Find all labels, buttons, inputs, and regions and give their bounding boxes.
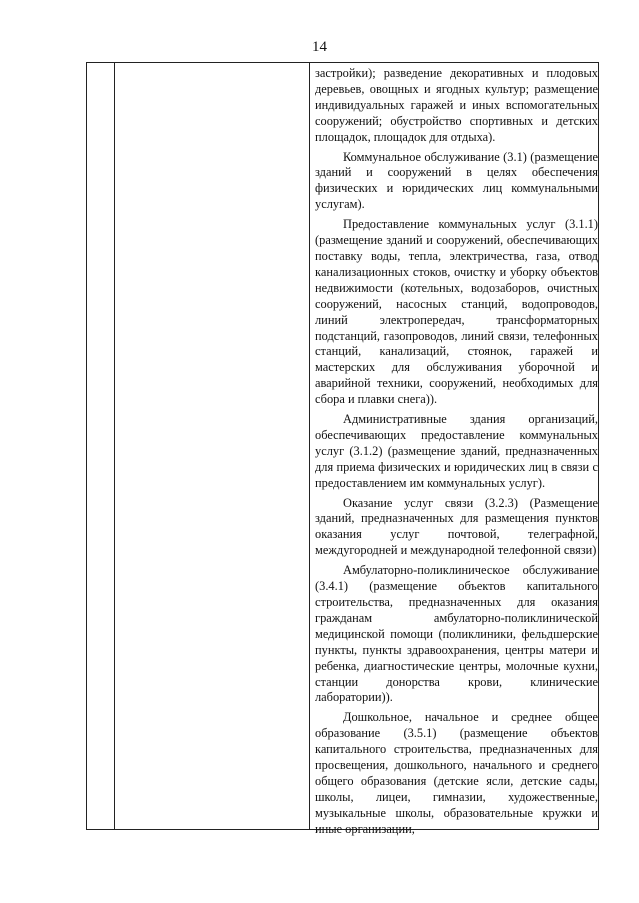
paragraph-education: Дошкольное, начальное и среднее общее образование (3.5.1) (размещение объектов капитального строительства, предназначенных для просвещения, дошкольного, начального и среднего общего образования (детские ясли, детские сады, школы, лицеи, гимназии, художественные, музыкальные школы, образовательные кружки и иные организации, (315, 710, 598, 836)
table-column-divider-2 (309, 63, 310, 829)
table-cell-text (315, 66, 598, 838)
table-column-divider-1 (114, 63, 115, 829)
paragraph-utility-services: Предоставление коммунальных услуг (3.1.1) (размещение зданий и сооружений, обеспечивающих поставку воды, тепла, электричества, газа, отвод канализационных стоков, очистку и уборку объектов недвижимости (котельных, водозаборов, очистных сооружений, насосных станций, водопроводов, линий электропередач, трансформаторных подстанций, газопроводов, линий связи, телефонных станций, канализаций, стоянок, гаражей и мастерских для обслуживания уборочной и аварийной техники, сооружений, необходимых для сбора и плавки снега)). (315, 217, 598, 407)
paragraph-administrative-buildings: Административные здания организаций, обеспечивающих предоставление коммунальных услуг (3.1.2) (размещение зданий, предназначенных для приема физических и юридических лиц в связи с предоставлением им коммунальных услуг). (315, 412, 598, 490)
paragraph-continuation: застройки); разведение декоративных и плодовых деревьев, овощных и ягодных культур; размещение индивидуальных гаражей и иных вспомогательных сооружений; обустройство спортивных и детских площадок, площадок для отдыха). (315, 66, 598, 144)
paragraph-communication-services: Оказание услуг связи (3.2.3) (Размещение зданий, предназначенных для размещения пунктов оказания услуг почтовой, телеграфной, междугородней и международной телефонной связи) (315, 495, 598, 558)
document-table (86, 62, 599, 836)
paragraph-outpatient-services: Амбулаторно-поликлиническое обслуживание (3.4.1) (размещение объектов капитального строительства, предназначенных для оказания гражданам амбулаторно-поликлинической медицинской помощи (поликлиники, фельдшерские пункты, пункты здравоохранения, центры матери и ребенка, диагностические центры, молочные кухни, станции донорства крови, клинические лаборатории)). (315, 563, 598, 705)
paragraph-communal-services: Коммунальное обслуживание (3.1) (размещение зданий и сооружений в целях обеспечения физических и юридических лиц коммунальными услугам). (315, 149, 598, 212)
page-number: 14 (312, 39, 327, 55)
